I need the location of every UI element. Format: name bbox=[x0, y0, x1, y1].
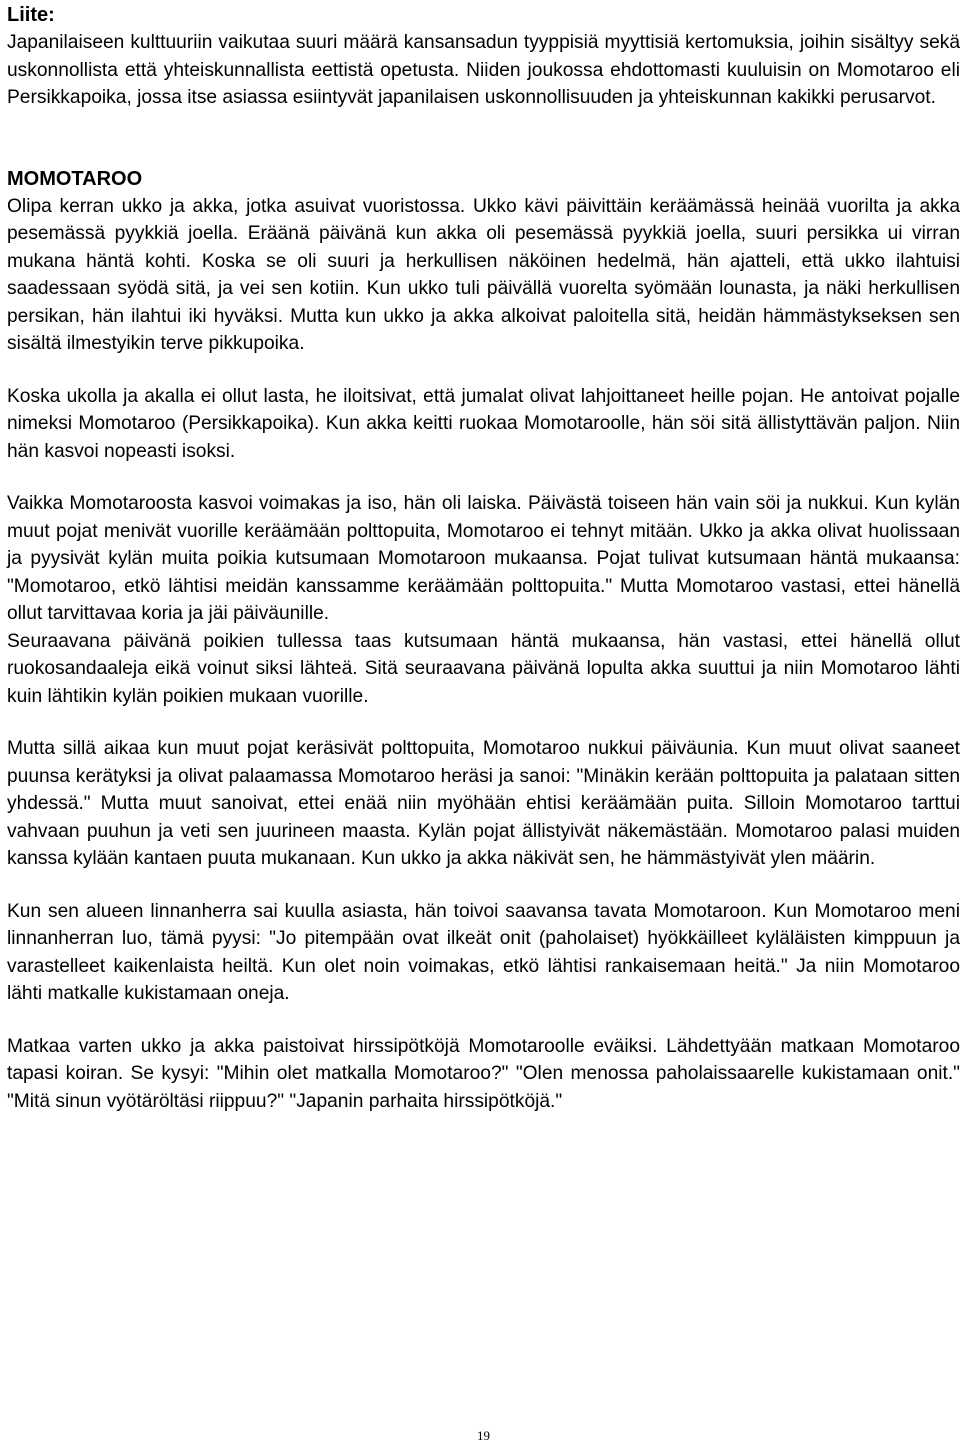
story-paragraph-6: Kun sen alueen linnanherra sai kuulla asiasta, hän toivoi saavansa tavata Momotaroon. Kun Momotaroo meni linnanherran luo, tämä pyysi: "Jo pitempään ovat ilkeät onit (paholaiset) hyökkäilleet kyläläisten kimppuun ja varastelleet kaikenlaista heiltä. Kun olet noin voimakas, etkö lähtisi rankaisemaan heitä." Ja niin Momotaroo lähti matkalle kukistamaan oneja. bbox=[7, 900, 960, 1004]
story-paragraph-1: Olipa kerran ukko ja akka, jotka asuivat vuoristossa. Ukko kävi päivittäin keräämässä heinää vuorilta ja akka pesemässä pyykkiä joella. Eräänä päivänä kun akka oli pesemässä pyykkiä joella, suuri persikka ui virran mukana häntä kohti. Koska se oli suuri ja herkullisen näköinen hedelmä, hän ajatteli, että ukko ilahtuisi saadessaan syödä sitä, ja vei sen kotiin. Kun ukko tuli päivällä vuorelta syömään lounasta, ja näki herkullisen persikan, hän ilahtui iki hyväksi. Mutta kun ukko ja akka alkoivat paloitella sitä, heidän hämmästykseksen sen sisältä ilmestyikin terve pikkupoika. bbox=[7, 195, 960, 354]
page-number: 19 bbox=[477, 1428, 490, 1443]
story-title: MOMOTAROO bbox=[7, 167, 143, 190]
story-paragraph-7: Matkaa varten ukko ja akka paistoivat hirssipötköjä Momotaroolle eväiksi. Lähdettyään matkaan Momotaroo tapasi koiran. Se kysyi: "Mihin olet matkalla Momotaroo?" "Olen menossa paholaissaarelle kukistamaan onit." "Mitä sinun vyötäröltäsi riippuu?" "Japanin parhaita hirssipötköjä." bbox=[7, 1035, 960, 1112]
story-paragraph-5: Mutta sillä aikaa kun muut pojat keräsivät polttopuita, Momotaroo nukkui päiväunia. Kun muut olivat saaneet puunsa kerätyksi ja olivat palaamassa Momotaroo heräsi ja sanoi: "Minäkin kerään polttopuita ja palataan sitten yhdessä." Mutta muut sanoivat, ettei enää niin myöhään ehtisi keräämään puita. Silloin Momotaroo tarttui vahvaan puuhun ja veti sen juurineen maasta. Kylän pojat ällistyivät näkemästään. Momotaroo palasi muiden kanssa kylään kantaen puuta mukanaan. Kun ukko ja akka näkivät sen, he hämmästyivät ylen määrin. bbox=[7, 738, 960, 869]
story-paragraph-3: Vaikka Momotaroosta kasvoi voimakas ja iso, hän oli laiska. Päivästä toiseen hän vain söi ja nukkui. Kun kylän muut pojat menivät vuorille keräämään polttopuita, Momotaroo ei tehnyt mitään. Ukko ja akka olivat huolissaan ja pyysivät kylän muita poikia kutsumaan Momotaroon mukaansa. Pojat tulivat kutsumaan häntä mukaansa: "Momotaroo, etkö lähtisi meidän kanssamme keräämään polttopuita." Mutta Momotaroo vastasi, ettei hänellä ollut tarvittavaa koria ja jäi päiväunille. bbox=[7, 493, 960, 624]
story-paragraph-2: Koska ukolla ja akalla ei ollut lasta, he iloitsivat, että jumalat olivat lahjoittaneet heille pojan. He antoivat pojalle nimeksi Momotaroo (Persikkapoika). Kun akka keitti ruokaa Momotaroolle, hän söi sitä ällistyttävän paljon. Niin hän kasvoi nopeasti isoksi. bbox=[7, 385, 960, 462]
appendix-intro-paragraph: Japanilaiseen kulttuuriin vaikutaa suuri määrä kansansadun tyyppisiä myyttisiä kertomuksia, joihin sisältyy sekä uskonnollista että yhteiskunnallista eettistä opetusta. Niiden joukossa ehdottomasti kuuluisin on Momotaroo eli Persikkapoika, jossa itse asiassa esiintyvät japanilaisen uskonnollisuuden ja yhteiskunnan kakikki perusarvot. bbox=[7, 32, 960, 108]
appendix-heading: Liite: bbox=[7, 4, 55, 26]
document-page bbox=[7, 0, 960, 1446]
story-paragraph-4: Seuraavana päivänä poikien tullessa taas kutsumaan häntä mukaansa, hän vastasi, ettei hänellä ollut ruokosandaaleja eikä voinut siksi lähteä. Sitä seuraavana päivänä lopulta akka suuttui ja niin Momotaroo lähti kuin lähtikin kylän poikien mukaan vuorille. bbox=[7, 630, 960, 707]
